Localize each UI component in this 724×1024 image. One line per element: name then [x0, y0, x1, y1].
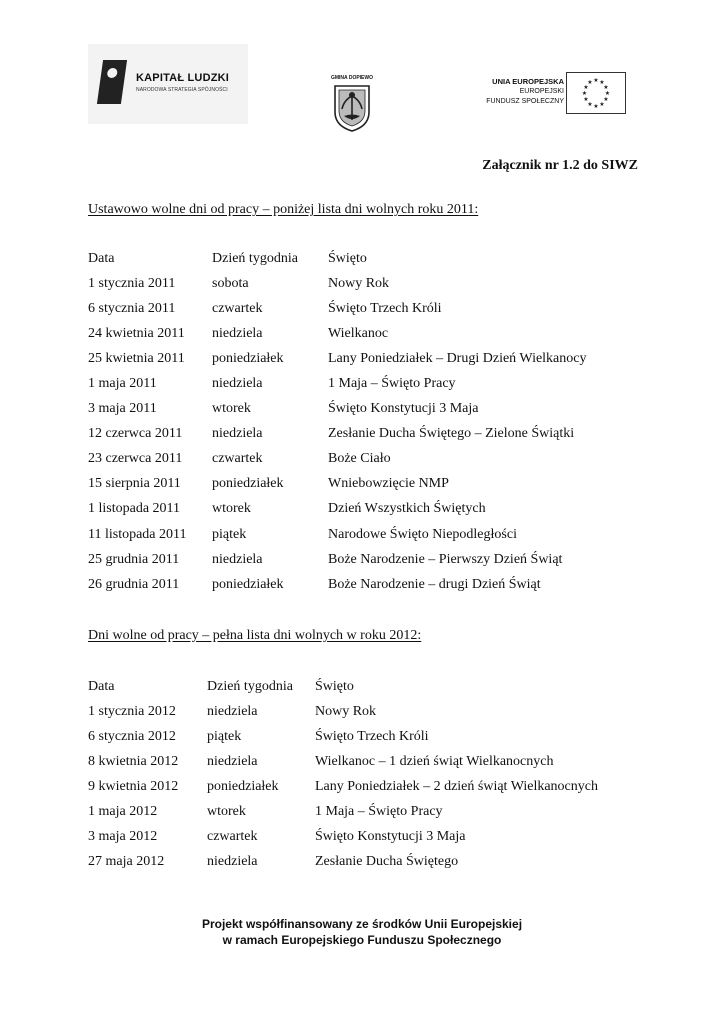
table-row [88, 850, 598, 875]
weekday-cell: poniedziałek [207, 778, 279, 794]
svg-text:★: ★ [583, 96, 589, 103]
weekday-cell: sobota [212, 275, 249, 291]
kapital-ludzki-mark-icon [97, 60, 127, 104]
holiday-cell: 1 Maja – Święto Pracy [315, 804, 443, 820]
holiday-cell: Boże Narodzenie – drugi Dzień Świąt [328, 576, 541, 592]
svg-text:★: ★ [593, 77, 599, 84]
date-cell: 1 stycznia 2012 [88, 703, 176, 719]
table-row [88, 724, 598, 749]
svg-text:★: ★ [599, 101, 605, 108]
date-cell: 1 maja 2012 [88, 804, 158, 820]
weekday-cell: niedziela [207, 703, 258, 719]
date-cell: 25 grudnia 2011 [88, 551, 180, 567]
kapital-ludzki-logo [88, 44, 248, 124]
eu-stars-icon [567, 73, 625, 113]
svg-text:★: ★ [603, 96, 609, 103]
weekday-cell: niedziela [212, 376, 263, 392]
date-cell: 3 maja 2011 [88, 401, 157, 417]
date-cell: 3 maja 2012 [88, 829, 158, 845]
table-row [88, 749, 598, 774]
table-row [88, 346, 587, 371]
date-cell: Data [88, 250, 115, 266]
weekday-cell: niedziela [207, 753, 258, 769]
table-row [88, 447, 587, 472]
gmina-label: GMINA DOPIEWO [330, 75, 374, 81]
footer-line-2: w ramach Europejskiego Funduszu Społecznego [222, 933, 502, 947]
svg-text:★: ★ [603, 84, 609, 91]
date-cell: 1 stycznia 2011 [88, 275, 176, 291]
holidays-2011-table [88, 246, 587, 597]
holiday-cell: Wielkanoc [328, 325, 389, 341]
weekday-cell: niedziela [212, 426, 263, 442]
holiday-cell: Święto Konstytucji 3 Maja [328, 401, 479, 417]
holiday-cell: Wielkanoc – 1 dzień świąt Wielkanocnych [315, 753, 554, 769]
table-header-row [88, 246, 587, 271]
weekday-cell: Dzień tygodnia [207, 678, 293, 694]
eu-text [486, 77, 564, 107]
table-row [88, 799, 598, 824]
date-cell: 26 grudnia 2011 [88, 576, 180, 592]
eu-line-3: FUNDUSZ SPOŁECZNY [486, 98, 564, 105]
table-row [88, 397, 587, 422]
date-cell: 9 kwietnia 2012 [88, 778, 179, 794]
date-cell: 1 maja 2011 [88, 376, 157, 392]
date-cell: 6 stycznia 2012 [88, 728, 176, 744]
holiday-cell: Boże Narodzenie – Pierwszy Dzień Świąt [328, 551, 563, 567]
date-cell: 27 maja 2012 [88, 854, 165, 870]
date-cell: 24 kwietnia 2011 [88, 325, 185, 341]
table-row [88, 547, 587, 572]
table-row [88, 522, 587, 547]
holiday-cell: Święto Trzech Króli [328, 300, 442, 316]
holiday-cell: Dzień Wszystkich Świętych [328, 501, 486, 517]
svg-text:★: ★ [587, 79, 593, 86]
gmina-logo [330, 75, 374, 145]
kapital-ludzki-subtitle: NARODOWA STRATEGIA SPÓJNOŚCI [136, 87, 228, 93]
annex-title: Załącznik nr 1.2 do SIWZ [482, 158, 638, 173]
table-row [88, 572, 587, 597]
date-cell: 15 sierpnia 2011 [88, 476, 181, 492]
date-cell: 12 czerwca 2011 [88, 426, 183, 442]
weekday-cell: poniedziałek [212, 350, 284, 366]
weekday-cell: Dzień tygodnia [212, 250, 298, 266]
holidays-2012-table [88, 674, 598, 875]
table-row [88, 271, 587, 296]
weekday-cell: wtorek [207, 804, 246, 820]
holiday-cell: Boże Ciało [328, 451, 391, 467]
holiday-cell: Nowy Rok [328, 275, 390, 291]
weekday-cell: poniedziałek [212, 576, 284, 592]
table-row [88, 774, 598, 799]
weekday-cell: piątek [212, 526, 247, 542]
table-row [88, 472, 587, 497]
svg-text:★: ★ [593, 103, 599, 110]
svg-text:★: ★ [583, 84, 589, 91]
svg-text:★: ★ [581, 90, 588, 97]
svg-text:★: ★ [587, 101, 593, 108]
holiday-cell: Święto Konstytucji 3 Maja [315, 829, 466, 845]
weekday-cell: wtorek [212, 401, 251, 417]
weekday-cell: wtorek [212, 501, 251, 517]
table-row [88, 699, 598, 724]
section-2011-title: Ustawowo wolne dni od pracy – poniżej lista dni wolnych roku 2011: [88, 202, 479, 217]
date-cell: 11 listopada 2011 [88, 526, 187, 542]
holiday-cell: Zesłanie Ducha Świętego – Zielone Świątki [328, 426, 575, 442]
eu-line-1: UNIA EUROPEJSKA [492, 77, 564, 86]
footer [0, 916, 724, 948]
date-cell: 6 stycznia 2011 [88, 300, 176, 316]
table-row [88, 422, 587, 447]
table-header-row [88, 674, 598, 699]
weekday-cell: czwartek [212, 451, 263, 467]
eu-logo [478, 72, 626, 120]
weekday-cell: niedziela [212, 551, 263, 567]
weekday-cell: niedziela [207, 854, 258, 870]
footer-line-1: Projekt współfinansowany ze środków Unii Europejskiej [201, 917, 523, 931]
section-2012-title: Dni wolne od pracy – pełna lista dni wolnych w roku 2012: [88, 628, 422, 643]
weekday-cell: piątek [207, 728, 242, 744]
holiday-cell: Lany Poniedziałek – 2 dzień świąt Wielkanocnych [315, 778, 598, 794]
date-cell: 23 czerwca 2011 [88, 451, 183, 467]
weekday-cell: czwartek [212, 300, 263, 316]
coat-of-arms-icon [333, 84, 371, 132]
header-logos [0, 44, 724, 134]
svg-text:★: ★ [604, 90, 611, 97]
holiday-cell: Lany Poniedziałek – Drugi Dzień Wielkanocy [328, 350, 587, 366]
holiday-cell: Nowy Rok [315, 703, 377, 719]
table-row [88, 497, 587, 522]
date-cell: 8 kwietnia 2012 [88, 753, 179, 769]
eu-line-2: EUROPEJSKI [519, 88, 564, 95]
table-row [88, 825, 598, 850]
table-row [88, 371, 587, 396]
holiday-cell: Święto Trzech Króli [315, 728, 429, 744]
weekday-cell: poniedziałek [212, 476, 284, 492]
svg-text:★: ★ [599, 79, 605, 86]
kapital-ludzki-title: KAPITAŁ LUDZKI [136, 72, 230, 84]
holiday-cell: Narodowe Święto Niepodległości [328, 526, 517, 542]
table-row [88, 296, 587, 321]
eu-flag-icon [566, 72, 626, 114]
holiday-cell: Wniebowzięcie NMP [328, 476, 449, 492]
weekday-cell: niedziela [212, 325, 263, 341]
date-cell: 1 listopada 2011 [88, 501, 181, 517]
holiday-cell: Święto [328, 250, 367, 266]
date-cell: 25 kwietnia 2011 [88, 350, 185, 366]
holiday-cell: Święto [315, 678, 354, 694]
table-row [88, 321, 587, 346]
weekday-cell: czwartek [207, 829, 258, 845]
date-cell: Data [88, 678, 115, 694]
holiday-cell: 1 Maja – Święto Pracy [328, 376, 456, 392]
holiday-cell: Zesłanie Ducha Świętego [315, 854, 459, 870]
